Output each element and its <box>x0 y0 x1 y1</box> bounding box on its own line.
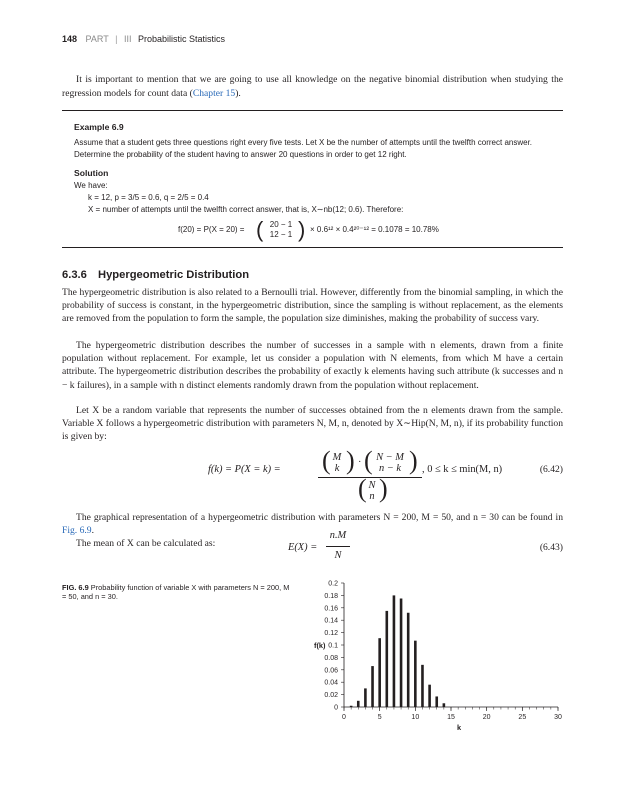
bar-k-12 <box>428 685 431 707</box>
intro-paragraph <box>62 73 563 101</box>
bar-k-14 <box>443 703 446 707</box>
intro-end: ). <box>235 88 241 99</box>
section-title: Hypergeometric Distribution <box>98 269 250 281</box>
y-axis-ticks <box>324 581 344 712</box>
bar-k-5 <box>378 638 381 707</box>
eq642-fraction-bar <box>318 477 422 478</box>
bar-k-4 <box>371 666 374 707</box>
bar-k-13 <box>435 696 438 707</box>
x-tick-label-2: 10 <box>411 714 420 721</box>
eq643-lhs: E(X) = <box>288 542 318 553</box>
page-number: 148 <box>62 34 78 44</box>
part-separator: | <box>115 34 118 44</box>
example-problem: Assume that a student gets three questions right every five tests. Let X be the number of attempts until the twelfth correct answer. Determine the probability of the student having to answer 20 questions in order to get 12 right. <box>74 138 533 159</box>
running-head <box>62 34 225 44</box>
paragraph-graph-text: The graphical representation of a hypergeometric distribution with parameters N = 200, M = 50, and n = 30 can be found in <box>76 512 563 523</box>
example-binom-bottom: 12 − 1 <box>269 230 293 239</box>
y-tick-label-0: 0 <box>334 704 338 712</box>
paragraph-graph-end: . <box>91 525 94 537</box>
paragraph-2: The hypergeometric distribution describes the number of successes in a sample with n elements, drawn from a finite population without replacement. For example, let us consider a population with N elements, from which M have a certain attribute. The hypergeometric distribution describes the probability of exactly k elements having such attribute (k successes and n − k failures), in a sample with n distinct elements randomly drawn from the population without replacement. <box>62 340 563 391</box>
example-binom-top: 20 − 1 <box>269 220 293 229</box>
x-axis-ticks <box>342 707 562 721</box>
fig-6-9-link[interactable]: Fig. 6.9 <box>62 525 92 537</box>
eq643-den: N <box>334 550 342 561</box>
eq642-b2-bottom: n − k <box>378 463 401 474</box>
x-tick-label-5: 25 <box>518 714 527 721</box>
bar-k-10 <box>414 641 417 707</box>
eq642-b1-top: M <box>332 452 342 463</box>
example-box <box>62 110 563 248</box>
solution-title: Solution <box>74 168 109 178</box>
bar-k-6 <box>386 611 389 707</box>
eq642-b3-top: N <box>368 480 376 491</box>
section-number: 6.3.6 <box>62 269 87 281</box>
bar-k-9 <box>407 613 410 707</box>
eq643-bar <box>326 546 350 547</box>
eq642-number: (6.42) <box>539 464 563 475</box>
section-heading <box>62 269 249 281</box>
eq642-b2-top: N − M <box>376 452 404 463</box>
bar-k-3 <box>364 688 367 707</box>
example-paren-left: ( <box>256 217 264 242</box>
eq642-b3-bottom: n <box>369 491 375 502</box>
x-tick-label-6: 30 <box>554 714 562 721</box>
solution-we-have: We have: <box>74 181 108 190</box>
y-tick-label-4: 0.08 <box>324 654 338 662</box>
figure-caption <box>62 583 292 602</box>
bar-k-8 <box>400 599 403 708</box>
eq642-condition: , 0 ≤ k ≤ min(M, n) <box>422 464 503 475</box>
y-tick-label-6: 0.12 <box>324 630 338 638</box>
part-title: Probabilistic Statistics <box>137 34 225 44</box>
eq642-b3-paren-r: ) <box>379 474 388 503</box>
y-tick-label-8: 0.16 <box>324 605 338 613</box>
eq642-b2-paren-r: ) <box>409 446 418 475</box>
x-axis-label: k <box>456 723 462 732</box>
part-number: III <box>123 34 132 44</box>
bar-k-7 <box>393 595 396 707</box>
eq642-b1-bottom: k <box>334 463 340 474</box>
paragraph-mean: The mean of X can be calculated as: <box>76 538 216 549</box>
y-tick-label-9: 0.18 <box>324 592 338 600</box>
x-tick-label-3: 15 <box>447 714 455 721</box>
example-eq-rhs: × 0.6¹² × 0.4²⁰⁻¹² = 0.1078 = 10.78% <box>310 225 439 234</box>
example-eq-lhs: f(20) = P(X = 20) = <box>178 225 245 234</box>
chart-bars <box>350 595 445 707</box>
bar-k-11 <box>421 665 424 707</box>
example-paren-right: ) <box>298 217 306 242</box>
bar-k-2 <box>357 701 360 707</box>
y-tick-label-3: 0.06 <box>324 667 338 675</box>
eq642-b2-paren-l: ( <box>364 446 373 475</box>
figure-caption-text: Probability function of variable X with parameters N = 200, M = 50, and n = 30. <box>62 583 290 602</box>
example-equation <box>178 217 478 242</box>
y-tick-label-10: 0.2 <box>328 580 338 588</box>
equation-6-42 <box>62 446 563 503</box>
y-tick-label-1: 0.02 <box>324 692 338 700</box>
example-title: Example 6.9 <box>74 122 124 132</box>
solution-x-def: X = number of attempts until the twelfth correct answer, that is, X∼nb(12; 0.6). Therefore: <box>88 205 404 214</box>
y-tick-label-7: 0.14 <box>324 617 338 625</box>
x-tick-label-0: 0 <box>342 714 346 721</box>
eq643-num: n.M <box>329 530 347 541</box>
eq642-dot: · <box>358 457 362 468</box>
y-tick-label-5: 0.1 <box>328 642 338 650</box>
y-tick-label-2: 0.04 <box>324 679 338 687</box>
y-axis-label: f(k) <box>314 641 326 650</box>
x-tick-label-1: 5 <box>377 714 382 721</box>
solution-params: k = 12, p = 3/5 = 0.6, q = 2/5 = 0.4 <box>88 193 209 202</box>
eq643-number: (6.43) <box>539 542 563 553</box>
hypergeometric-chart <box>300 575 575 745</box>
eq642-b3-paren-l: ( <box>358 474 367 503</box>
paragraph-1: The hypergeometric distribution is also related to a Bernoulli trial. However, differently from the binomial sampling, in which the probability of success is constant, in the hypergeometric distribution, since the sampling is without replacement, as the elements are removed from the population to form the sample, the population size diminishes, making the probability of success vary. <box>62 287 563 325</box>
x-tick-label-4: 20 <box>482 714 491 721</box>
intro-text: It is important to mention that we are going to use all knowledge on the negative binomial distribution when studying the regression models for count data ( <box>62 74 563 99</box>
part-label: PART <box>85 34 109 44</box>
eq642-b1-paren-r: ) <box>346 446 355 475</box>
eq642-lhs: f(k) = P(X = k) = <box>208 464 281 475</box>
equation-6-43 <box>62 530 563 570</box>
figure-label: FIG. 6.9 <box>62 583 89 592</box>
eq642-b1-paren-l: ( <box>322 446 331 475</box>
chapter-15-link[interactable]: Chapter 15 <box>192 88 236 99</box>
eq642-denominator <box>358 474 398 504</box>
paragraph-3: Let X be a random variable that represents the number of successes obtained from the n elements drawn from the sample. Variable X follows a hypergeometric distribution with parameters N, M, n, denoted by X∼Hip(N, M, n), if its probability function is given by: <box>62 405 563 443</box>
